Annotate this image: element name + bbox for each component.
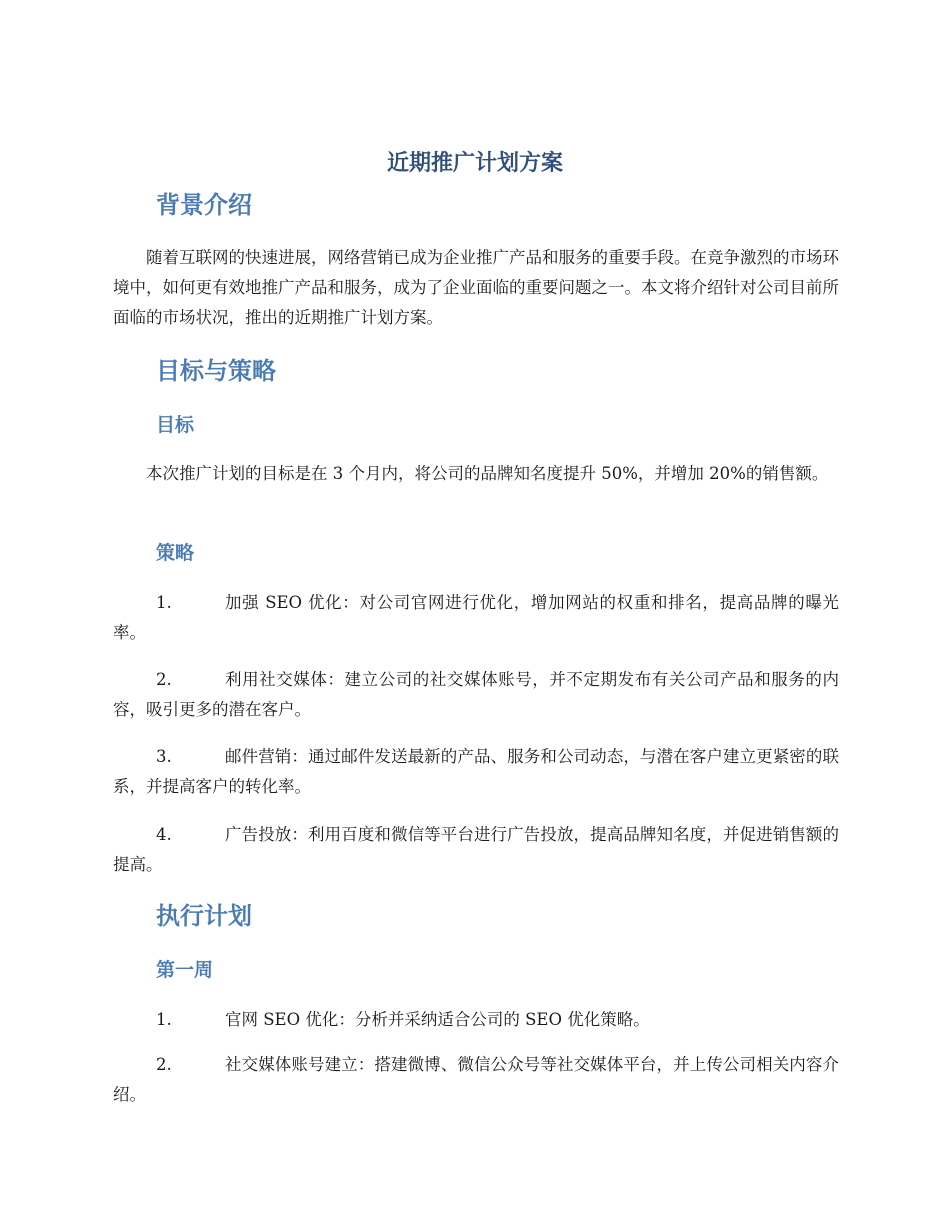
strategy-list-item — [113, 588, 839, 648]
goal-paragraph: 本次推广计划的目标是在 3 个月内，将公司的品牌知名度提升 50%，并增加 20%的销售额。 — [146, 464, 829, 483]
document-title: 近期推广计划方案 — [386, 151, 563, 176]
list-item-text: 邮件营销：通过邮件发送最新的产品、服务和公司动态，与潜在客户建立更紧密的联系，并提高客户的转化率。 — [113, 747, 839, 796]
list-number: 2. — [156, 670, 172, 689]
strategy-list-item — [113, 742, 839, 802]
list-number: 1. — [156, 1010, 172, 1029]
list-item-text: 社交媒体账号建立：搭建微博、微信公众号等社交媒体平台，并上传公司相关内容介绍。 — [113, 1055, 839, 1104]
list-item-text: 利用社交媒体：建立公司的社交媒体账号，并不定期发布有关公司产品和服务的内容，吸引更多的潜在客户。 — [113, 670, 839, 719]
list-number: 2. — [156, 1055, 172, 1074]
week1-list-item — [113, 1005, 839, 1035]
section-heading-goals-strategy: 目标与策略 — [156, 357, 276, 385]
section-heading-execution: 执行计划 — [156, 902, 252, 930]
list-number: 3. — [156, 747, 172, 766]
week1-list-item — [113, 1050, 839, 1110]
list-item-text: 广告投放：利用百度和微信等平台进行广告投放，提高品牌知名度，并促进销售额的提高。 — [113, 825, 839, 874]
list-number: 4. — [156, 825, 172, 844]
list-item-text: 加强 SEO 优化：对公司官网进行优化，增加网站的权重和排名，提高品牌的曝光率。 — [113, 593, 839, 642]
strategy-list-item — [113, 820, 839, 880]
subheading-goal: 目标 — [156, 414, 195, 436]
subheading-week1: 第一周 — [156, 959, 214, 981]
subheading-strategy: 策略 — [156, 542, 195, 564]
section-heading-background: 背景介绍 — [156, 191, 252, 219]
background-paragraph: 随着互联网的快速进展，网络营销已成为企业推广产品和服务的重要手段。在竞争激烈的市场环境中，如何更有效地推广产品和服务，成为了企业面临的重要问题之一。本文将介绍针对公司目前所面临的市场状况，推出的近期推广计划方案。 — [113, 248, 839, 327]
list-item-text: 官网 SEO 优化：分析并采纳适合公司的 SEO 优化策略。 — [225, 1010, 650, 1029]
list-number: 1. — [156, 593, 172, 612]
strategy-list-item — [113, 665, 839, 725]
